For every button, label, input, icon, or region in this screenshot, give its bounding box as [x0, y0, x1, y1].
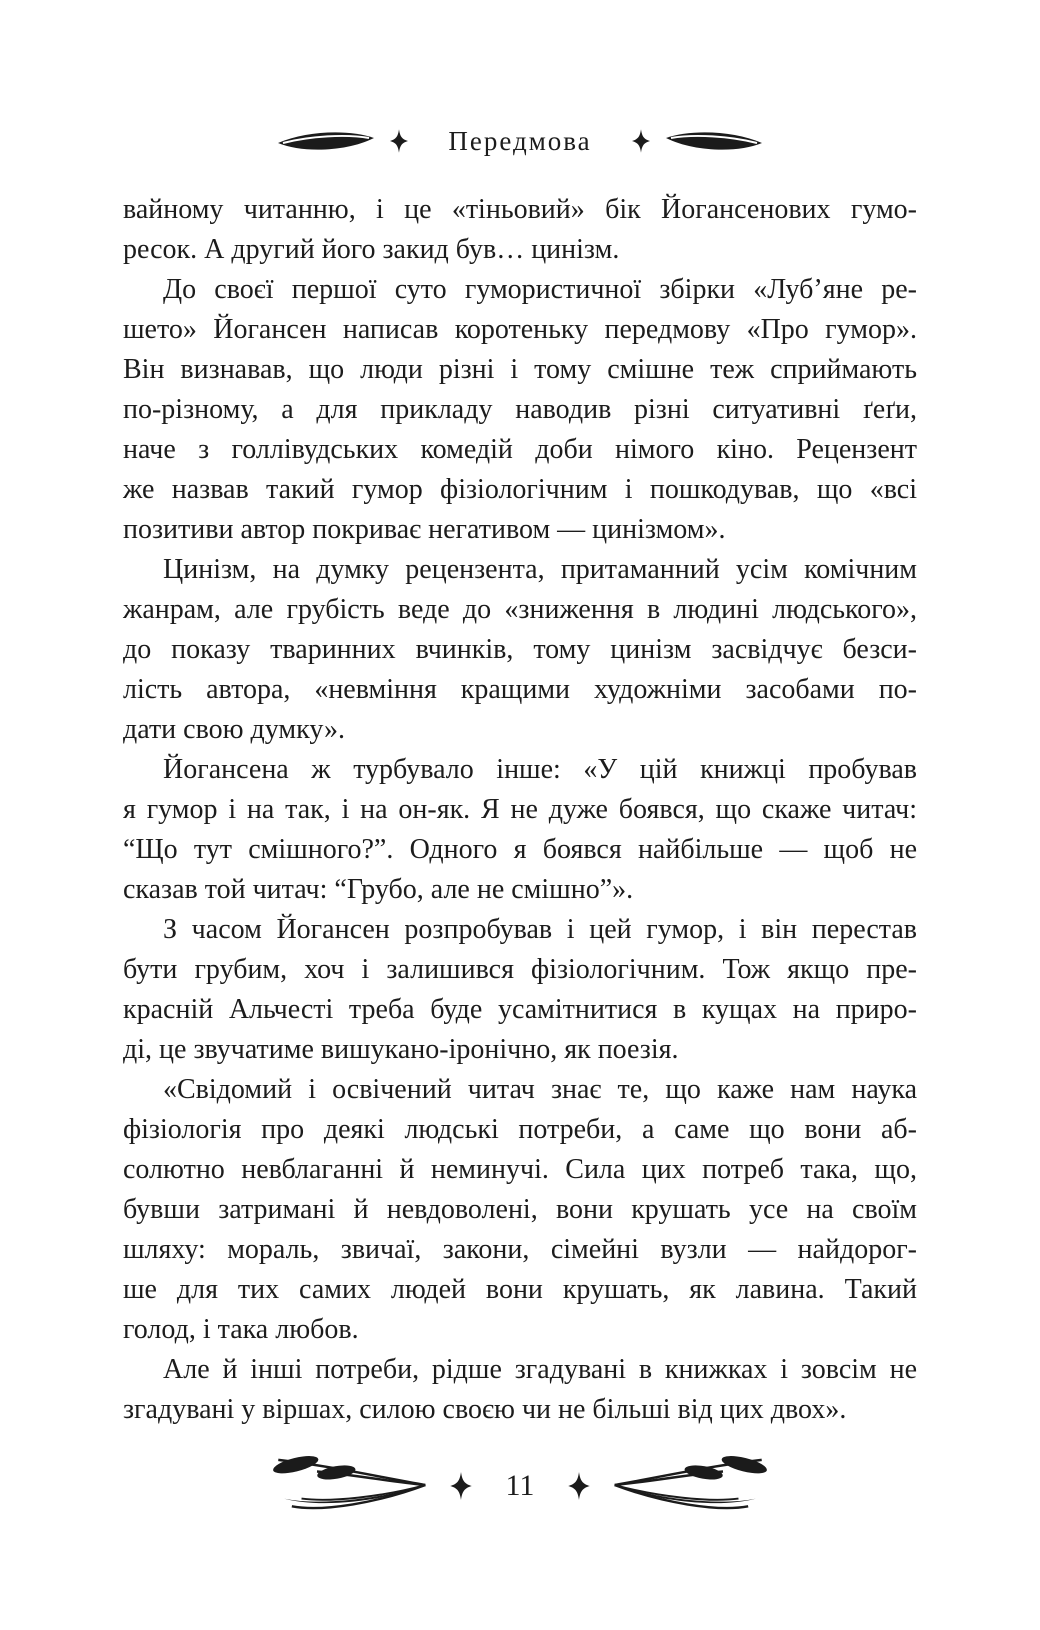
text-line: же назвав такий гумор фізіологічним і пошкодував, що «всі: [123, 474, 917, 505]
text-line: красній Альчесті треба буде усамітнитися в кущах на приро-: [123, 994, 917, 1025]
text-line: бувши затримані й невдоволені, вони крушать усе на своїм: [123, 1194, 917, 1225]
text-line: жанрам, але грубість веде до «зниження в людині людського»,: [123, 594, 917, 625]
text-line: Цинізм, на думку рецензента, притаманний усім комічним: [163, 554, 917, 585]
text-line: солютно невблаганні й неминучі. Сила цих потреб така, що,: [123, 1154, 917, 1185]
text-line: до показу тваринних вчинків, тому цинізм засвідчує безси-: [123, 634, 917, 665]
paragraph: [123, 550, 917, 750]
leaf-flourish-left-icon: [276, 128, 376, 154]
text-line: голод, і така любов.: [123, 1314, 359, 1345]
text-line: наче з голлівудських комедій доби німого кіно. Рецензент: [123, 434, 917, 465]
paragraph: [123, 910, 917, 1070]
text-line: Але й інші потреби, рідше згадувані в книжках і зовсім не: [163, 1354, 917, 1385]
text-line: шето» Йогансен написав коротеньку передмову «Про гумор».: [123, 314, 917, 345]
leaf-flourish-right-icon: [664, 128, 764, 154]
text-line: позитиви автор покриває негативом — цинізмом».: [123, 514, 726, 545]
text-line: вайному читанню, і це «тіньовий» бік Йогансенових гумо-: [123, 194, 917, 225]
paragraph: [123, 190, 917, 270]
reed-cattail-flourish-right-icon: [610, 1456, 776, 1516]
page-number: 11: [505, 1469, 535, 1502]
text-line: я гумор і на так, і на он-як. Я не дуже боявся, що скаже читач:: [123, 794, 917, 825]
text-line: дати свою думку».: [123, 714, 346, 745]
text-line: До своєї першої суто гумористичної збірки «Луб’яне ре-: [163, 274, 917, 305]
text-line: «Свідомий і освічений читач знає те, що каже нам наука: [163, 1074, 917, 1105]
text-line: Йогансена ж турбувало інше: «У цій книжці пробував: [163, 754, 917, 785]
page-footer: [0, 1456, 1040, 1516]
text-line: З часом Йогансен розпробував і цей гумор, і він перестав: [163, 914, 917, 945]
chapter-header: [0, 0, 1040, 164]
four-pointed-star-icon: [632, 129, 650, 153]
paragraph: [123, 750, 917, 910]
text-line: ше для тих самих людей вони крушать, як лавина. Такий: [123, 1274, 917, 1305]
paragraph: [123, 1070, 917, 1350]
text-line: шляху: мораль, звичаї, закони, сімейні вузли — найдорог-: [123, 1234, 917, 1265]
text-line: “Що тут смішного?”. Одного я боявся найбільше — щоб не: [123, 834, 917, 865]
four-pointed-star-icon: [450, 1472, 472, 1500]
paragraph: [123, 270, 917, 550]
text-line: лість автора, «невміння кращими художніми засобами по-: [123, 674, 917, 705]
body-text: [123, 190, 917, 1430]
four-pointed-star-icon: [568, 1472, 590, 1500]
paragraph: [123, 1350, 917, 1430]
text-line: Він визнавав, що люди різні і тому смішне теж сприймають: [123, 354, 917, 385]
text-line: ді, це звучатиме вишукано-іронічно, як поезія.: [123, 1034, 679, 1065]
four-pointed-star-icon: [390, 129, 408, 153]
text-line: по-різному, а для прикладу наводив різні ситуативні ґеґи,: [123, 394, 917, 425]
reed-cattail-flourish-left-icon: [264, 1456, 430, 1516]
chapter-title: Передмова: [448, 125, 592, 156]
text-line: згадувані у віршах, силою своєю чи не більші від цих двох».: [123, 1394, 847, 1425]
text-line: сказав той читач: “Грубо, але не смішно”».: [123, 874, 634, 905]
text-line: ресок. А другий його закид був… цинізм.: [123, 234, 620, 265]
text-line: бути грубим, хоч і залишився фізіологічним. Тож якщо пре-: [123, 954, 917, 985]
text-line: фізіологія про деякі людські потреби, а саме що вони аб-: [123, 1114, 917, 1145]
